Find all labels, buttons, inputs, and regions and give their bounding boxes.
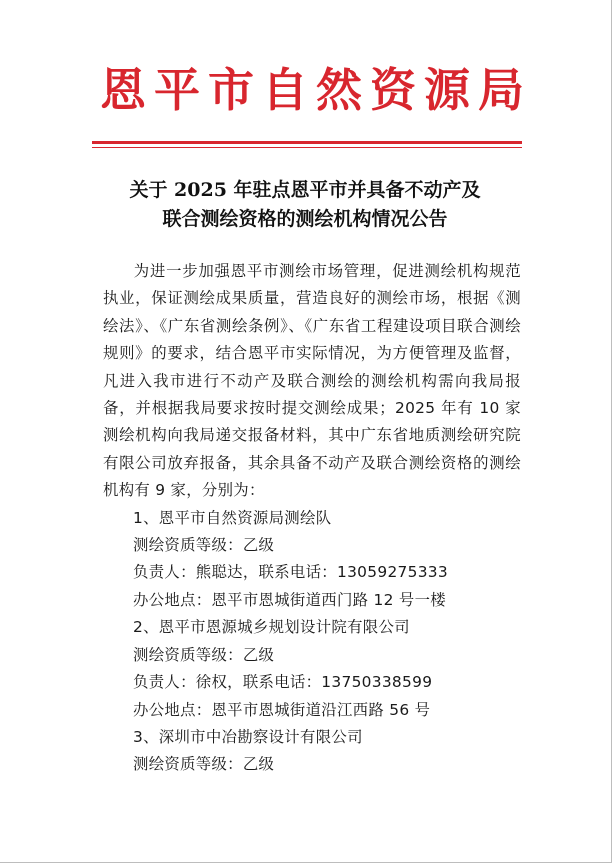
letterhead-rule-thin xyxy=(92,147,522,148)
institution-1-address: 办公地点：恩平市恩城街道西门路 12 号一楼 xyxy=(133,590,446,609)
notice-title-line-2: 联合测绘资格的测绘机构情况公告 xyxy=(162,208,448,230)
notice-body xyxy=(103,258,521,779)
institution-3-name: 3、深圳市中冶勘察设计有限公司 xyxy=(133,727,363,746)
institution-2-name: 2、恩平市恩源城乡规划设计院有限公司 xyxy=(133,618,410,637)
institution-2-contact: 负责人：徐权，联系电话：13750338599 xyxy=(133,673,433,692)
letterhead-title: 恩平市自然资源局 xyxy=(100,63,532,117)
institution-1-grade: 测绘资质等级：乙级 xyxy=(133,536,275,555)
letterhead-rule-thick xyxy=(92,141,522,144)
institution-1-contact: 负责人：熊聪达，联系电话：13059275333 xyxy=(133,563,448,582)
intro-paragraph: 为进一步加强恩平市测绘市场管理，促进测绘机构规范执业，保证测绘成果质量，营造良好的测绘市场，根据《测绘法》、《广东省测绘条例》、《广东省工程建设项目联合测绘规则》的要求，结合恩平市实际情况，为方便管理及监督，凡进入我市进行不动产及联合测绘的测绘机构需向我局报备，并根据我局要求按时提交测绘成果；2025 年有 10 家测绘机构向我局递交报备材料，其中广东省地质测绘研究院有限公司放弃报备，其余具备不动产及联合测绘资格的测绘机构有 9 家，分别为： xyxy=(103,262,521,500)
institution-1-name: 1、恩平市自然资源局测绘队 xyxy=(133,508,332,527)
institution-2-grade: 测绘资质等级：乙级 xyxy=(133,645,275,664)
institution-2-address: 办公地点：恩平市恩城街道沿江西路 56 号 xyxy=(133,700,431,719)
notice-title xyxy=(70,176,540,234)
notice-title-line-1: 关于 2025 年驻点恩平市并具备不动产及 xyxy=(129,179,481,201)
institution-3-grade: 测绘资质等级：乙级 xyxy=(133,755,275,774)
